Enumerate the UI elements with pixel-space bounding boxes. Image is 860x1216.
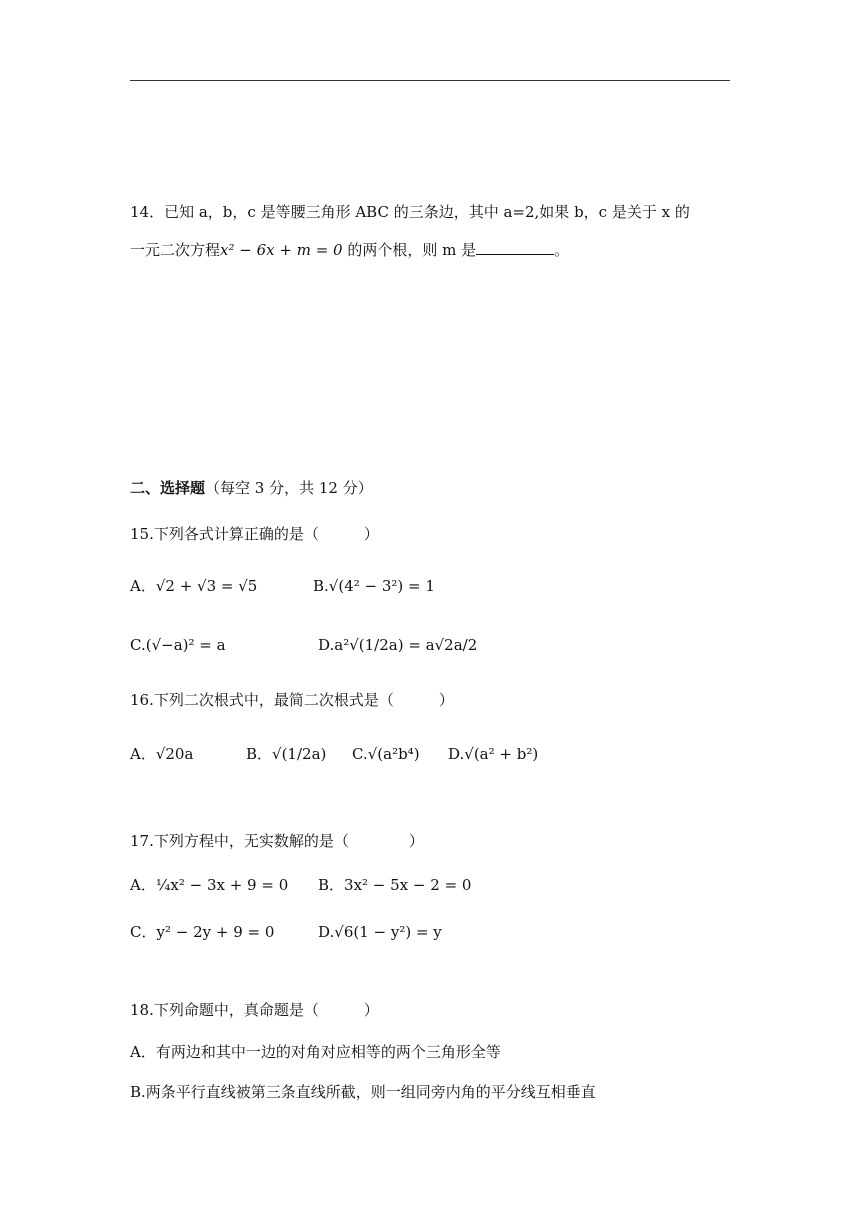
- q17-option-c: C．y² − 2y + 9 = 0: [130, 923, 275, 941]
- q16-stem: 16.下列二次根式中，最简二次根式是（ ）: [130, 691, 454, 709]
- q15-option-d: D.a²√(1/2a) = a√2a/2: [318, 636, 478, 654]
- q16-option-a: A．√20a: [130, 745, 194, 763]
- q17-option-a: A．¼x² − 3x + 9 = 0: [130, 876, 289, 894]
- q18-option-a: A．有两边和其中一边的对角对应相等的两个三角形全等: [130, 1043, 501, 1061]
- q17-option-b: B．3x² − 5x − 2 = 0: [318, 876, 472, 894]
- q14-text-pre: 一元二次方程: [130, 241, 221, 259]
- q17-option-d: D.√6(1 − y²) = y: [318, 923, 442, 941]
- section2-note: （每空 3 分，共 12 分）: [205, 479, 373, 497]
- q15-option-a: A．√2 + √3 = √5: [130, 577, 258, 595]
- q15-stem: 15.下列各式计算正确的是（ ）: [130, 525, 379, 543]
- q14-line2: [130, 238, 569, 262]
- q15-option-c: C.(√−a)² = a: [130, 636, 226, 654]
- q14-text-post: 的两个根，则 m 是: [347, 241, 477, 259]
- q14-equation: x² − 6x + m = 0: [220, 241, 343, 259]
- q16-option-d: D.√(a² + b²): [448, 745, 539, 763]
- q15-option-b: B.√(4² − 3²) = 1: [313, 577, 435, 595]
- section2-title: 二、选择题: [130, 479, 206, 497]
- q18-option-b: B.两条平行直线被第三条直线所截，则一组同旁内角的平分线互相垂直: [130, 1083, 596, 1101]
- q14-line1: 14．已知 a，b，c 是等腰三角形 ABC 的三条边，其中 a=2,如果 b，c 是关于 x 的: [130, 203, 690, 221]
- q17-stem: 17.下列方程中，无实数解的是（ ）: [130, 832, 424, 850]
- q18-stem: 18.下列命题中，真命题是（ ）: [130, 1001, 379, 1019]
- header-rule: [130, 80, 730, 81]
- q14-answer-blank: [476, 240, 554, 255]
- q14-text-end: 。: [554, 241, 570, 259]
- section2-heading: [130, 476, 373, 500]
- q16-option-b: B．√(1/2a): [246, 745, 327, 763]
- q16-option-c: C.√(a²b⁴): [352, 745, 420, 763]
